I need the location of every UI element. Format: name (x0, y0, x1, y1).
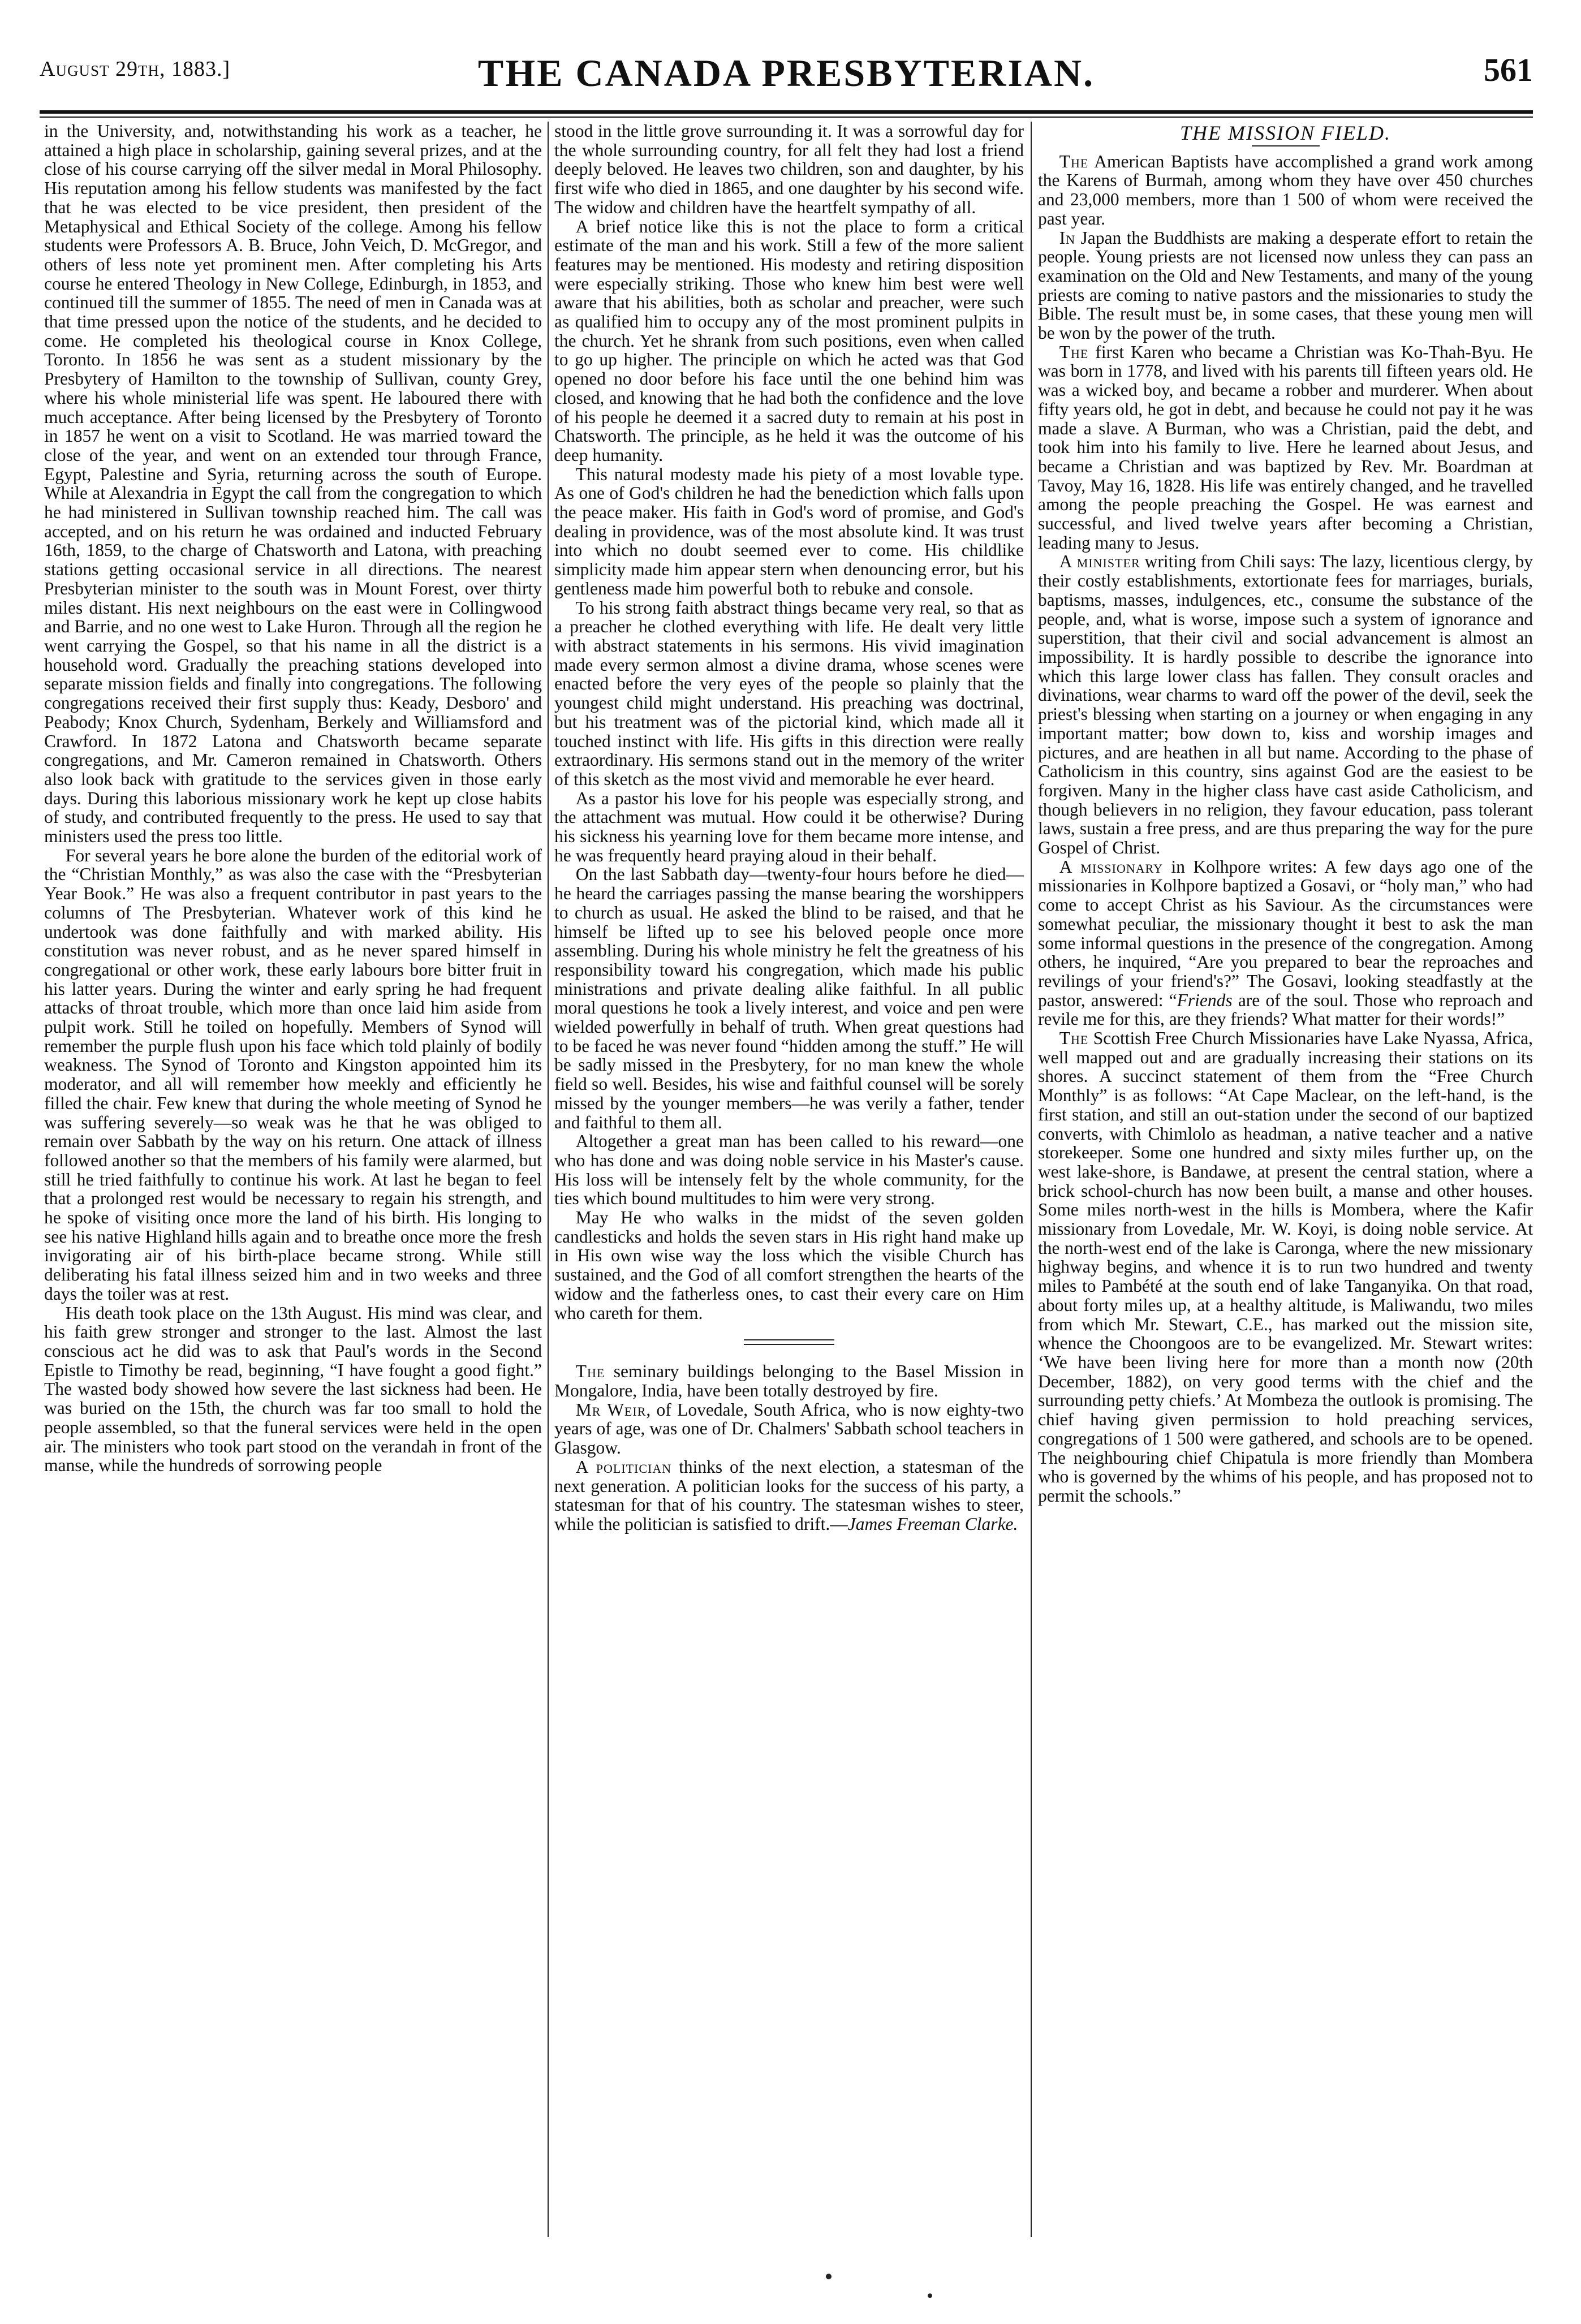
news-item-text: thinks of the next election, a statesman of the next generation. A politician looks for the success of his party, a statesman for that of his country. The statesman wishes to steer, while the politician is satisfied to drift.— (554, 1456, 1024, 1534)
news-item-text: Japan the Buddhists are making a desperate effort to retain the people. Young priests are not licensed now unless they can pass an examination on the Old and New Testaments, and many of the young priests are coming to native pastors and the missionaries to study the Bible. The result must be, in some cases, that these young men will be won by the power of the truth. (1038, 227, 1533, 343)
lead-word: The (1059, 151, 1089, 171)
lead-word: A minister (1059, 551, 1140, 572)
page-number: 561 (1484, 51, 1533, 88)
lead-word: A missionary (1059, 856, 1163, 877)
paragraph: Altogether a great man has been called to his reward—one who has done and was doing noble service in his Master's cause. His loss will be intensely felt by the whole community, for the ties which bound multitudes to him were very strong. (554, 1131, 1024, 1209)
column-obituary-continued (44, 122, 542, 2237)
lead-word: A politician (575, 1456, 672, 1477)
paragraph: On the last Sabbath day—twenty-four hours before he died—he heard the carriages passing the manse bearing the worshippers to church as usual. He asked the blind to be raised, and that he himself be lifted up to see his beloved people once more assembling. During his whole ministry he felt the greatness of his responsibility toward his congregation, which made his public ministrations and private dealing alike faithful. In all public moral questions he took a lively interest, and voice and pen were wielded powerfully in behalf of truth. When great questions had to be faced he was never found “hidden among the stuff.” He will be sadly missed in the Presbytery, for no man knew the whole field so well. Besides, his wise and faithful counsel will be sorely missed by the younger members—he was verily a father, tender and faithful to them all. (554, 864, 1024, 1132)
ink-speck (928, 2293, 932, 2298)
news-item (554, 1362, 1024, 1400)
column-mission-field (1038, 122, 1533, 2237)
news-item-text: are of the soul. Those who reproach and revile me for this, are they friends? What matter for their words!” (1038, 990, 1533, 1029)
news-item (1038, 1029, 1533, 1506)
lead-word: The (1059, 1028, 1089, 1049)
news-item-text: writing from Chili says: The lazy, licentious clergy, by their costly establishments, extortionate fees for marriages, burials, baptisms, masses, indulgences, etc., consume the substance of the people, and, what is worse, impose such a system of ignorance and superstition, that their civil and social advancement is almost an impossibility. It is hardly possible to describe the ignorance into which this large lower class has fallen. They consult oracles and divinations, wear charms to ward off the power of the devil, seek the priest's blessing when starting on a journey or when engaging in any important matter; bow down to, kiss and worship images and pictures, and are heathen in all but name. According to the phase of Catholicism in this country, sins against God are the easiest to be forgiven. Many in the higher class have cast aside Catholicism, and though believers in no religion, they favour education, pass tolerant laws, sustain a free press, and are thus preparing the way for the pure Gospel of Christ. (1038, 551, 1533, 858)
issue-date: August 29th, 1883.] (40, 57, 231, 81)
section-divider (744, 1339, 834, 1340)
paragraph: To his strong faith abstract things became very real, so that as a preacher he clothed everything with life. He dealt very little with abstract statements in his sermons. His vivid imagination made every sermon almost a divine drama, whose scenes were enacted before the very eyes of the people so plainly that the youngest child might understand. His preaching was doctrinal, but his treatment was of the pictorial kind, which made all it touched instinct with life. His gifts in this direction were really extraordinary. His sermons stand out in the memory of the writer of this sketch as the most vivid and memorable he ever heard. (554, 597, 1024, 789)
masthead (40, 51, 1533, 113)
news-item-text: , of Lovedale, South Africa, who is now eighty-two years of age, was one of Dr. Chalmers' Sabbath school teachers in Glasgow. (554, 1399, 1024, 1458)
heading-rule (1252, 145, 1320, 146)
news-item (1038, 343, 1533, 553)
paragraph: This natural modesty made his piety of a most lovable type. As one of God's children he had the benediction which falls upon the peace maker. His faith in God's word of promise, and God's dealing in providence, was of the most absolute kind. It was trust into which no doubt seemed ever to come. His childlike simplicity made him appear stern when denouncing error, but his gentleness made him powerful both to rebuke and console. (554, 464, 1024, 598)
paragraph: His death took place on the 13th August. His mind was clear, and his faith grew stronger and stronger to the last. Almost the last conscious act he did was to ask that Paul's words in the Second Epistle to Timothy be read, beginning, “I have fought a good fight.” The wasted body showed how severe the last sickness had been. He was buried on the 15th, the church was far too small to hold the people assembled, so that the funeral services were held in the open air. The ministers who took part stood on the verandah in front of the manse, while the hundreds of sorrowing people (44, 1303, 542, 1476)
news-item (1038, 552, 1533, 857)
lead-word: In (1059, 227, 1076, 248)
section-divider (744, 1344, 834, 1345)
column-obituary-conclusion (554, 122, 1024, 2237)
masthead-rule (40, 110, 1533, 114)
news-item (1038, 152, 1533, 228)
news-item (554, 1458, 1024, 1534)
news-item (554, 1400, 1024, 1458)
column-divider (548, 122, 549, 2237)
section-heading: THE MISSION FIELD. (1180, 122, 1391, 144)
news-item-text: first Karen who became a Christian was Ko-Thah-Byu. He was born in 1778, and lived with his parents till fifteen years old. He was a wicked boy, and became a robber and murderer. When about fifty years old, he got in debt, and because he could not pay it he was made a slave. A Burman, who was a Christian, paid the debt, and took him into his family to live. Here he learned about Jesus, and became a Christian and was baptized by Rev. Mr. Boardman at Tavoy, May 16, 1828. His life was entirely changed, and he travelled among the people preaching the Gospel. He was earnest and successful, and lived twelve years after becoming a Christian, leading many to Jesus. (1038, 342, 1533, 553)
paragraph: stood in the little grove surrounding it. It was a sorrowful day for the whole surrounding country, for all felt they had lost a friend deeply beloved. He leaves two children, son and daughter, by his first wife who died in 1865, and one daughter by his second wife. The widow and children have the heartfelt sympathy of all. (554, 122, 1024, 217)
news-item-text: in Kolhpore writes: A few days ago one of the missionaries in Kolhpore baptized a Gosavi, or “holy man,” who had come to accept Christ as his Saviour. As the circumstances were somewhat peculiar, the missionary thought it best to ask the man some informal questions in the presence of the congregation. Among others, he inquired, “Are you prepared to bear the reproaches and revilings of your friend's?” The Gosavi, looking steadfastly at the pastor, answered: “ (1038, 856, 1533, 1010)
news-item-text: Scottish Free Church Missionaries have Lake Nyassa, Africa, well mapped out and are gradually increasing their stations on its shores. A succinct statement of them from the “Free Church Monthly” is as follows: “At Cape Maclear, on the left-hand, is the first station, and still an out-station under the second of our baptized converts, with Chimlolo as headman, a native teacher and a native storekeeper. Some one hundred and sixty miles further up, on the west lake-shore, is Bandawe, at present the central station, where a brick school-church has now been built, a manse and other houses. Some miles north-west in the hills is Mombera, where the Kafir missionary from Lovedale, Mr. W. Koyi, is doing noble service. At the north-west end of the lake is Caronga, where the new missionary highway begins, and whence it is to run two hundred and twenty miles to Pambété at the south end of lake Tanganyika. On that road, about forty miles up, at a healthy altitude, is Maliwandu, two miles from which Mr. Stewart, C.E., has marked out the mission site, whence the Choongoos are to be evangelized. Mr. Stewart writes: ‘We have been living here for more than a month now (20th December, 1882), on very good terms with the chief and the surrounding petty chiefs.’ At Mombeza the outlook is promising. The chief having given permission to hold preaching services, congregations of 1 500 were gathered, and schools are to be opened. The neighbouring chief Chipatula is more friendly than Mombera who is governed by the whims of his people, and has proposed not to permit the schools.” (1038, 1028, 1533, 1506)
ink-speck (826, 2274, 832, 2279)
lead-word: The (1059, 342, 1089, 362)
lead-word: The (575, 1361, 605, 1382)
paragraph: As a pastor his love for his people was especially strong, and the attachment was mutual. How could it be otherwise? During his sickness his yearning love for them became more intense, and he was frequently heard praying aloud in their behalf. (554, 788, 1024, 865)
paragraph: in the University, and, notwithstanding his work as a teacher, he attained a high place in scholarship, gaining several prizes, and at the close of his course carrying off the silver medal in Moral Philosophy. His reputation among his fellow students was manifested by the fact that he was elected to be vice president, then president of the Metaphysical and Ethical Society of the college. Among his fellow students were Professors A. B. Bruce, John Veich, D. McGregor, and others of less note yet prominent men. After completing his Arts course he entered Theology in New College, Edinburgh, in 1853, and continued till the summer of 1855. The need of men in Canada was at that time pressed upon the notice of the students, and he decided to come. He completed his theological course in Knox College, Toronto. In 1856 he was sent as a student missionary by the Presbytery of Hamilton to the township of Sullivan, county Grey, where his whole ministerial life was spent. He laboured there with much acceptance. After being licensed by the Presbytery of Toronto in 1857 he went on a visit to Scotland. He was married toward the close of the year, and went on an extended tour through France, Egypt, Palestine and Syria, returning across the south of Europe. While at Alexandria in Egypt the call from the congregation to which he had ministered in Sullivan township reached him. The call was accepted, and on his return he was ordained and inducted February 16th, 1859, to the charge of Chatsworth and Latona, with preaching stations getting occasional service in all directions. The nearest Presbyterian minister to the south was in Mount Forest, over thirty miles distant. His next neighbours on the east were in Collingwood and Barrie, and no one west to Lake Huron. Through all the region he went carrying the Gospel, so that his name in all the district is a household word. Gradually the preaching stations developed into separate mission fields and finally into congregations. The following congregations received their first supply thus: Keady, Desboro' and Peabody; Knox Church, Sydenham, Berkely and Williamsford and Crawford. In 1872 Latona and Chatsworth became separate congregations, and Mr. Cameron remained in Chatsworth. Others also look back with gratitude to the services given in those early days. During this laborious missionary work he kept up close habits of study, and contributed frequently to the press. He used to say that ministers used the press too little. (44, 122, 542, 847)
masthead-rule-thin (40, 117, 1533, 118)
paragraph: A brief notice like this is not the place to form a critical estimate of the man and his work. Still a few of the more salient features may be mentioned. His modesty and retiring disposition were especially striking. Those who knew him best were well aware that his abilities, both as scholar and preacher, were such as qualified him to occupy any of the most prominent pulpits in the church. Yet he shrank from such positions, even when called to go up higher. The principle on which he acted was that God opened no door before his face until the one behind him was closed, and knowing that he had both the confidence and the love of his people he deemed it a sacred duty to remain at his post in Chatsworth. The principle, as he held it was the outcome of his deep humanity. (554, 216, 1024, 465)
quote-attribution: James Freeman Clarke. (847, 1514, 1018, 1534)
paragraph: May He who walks in the midst of the seven golden candlesticks and holds the seven stars in His right hand make up in His own wise way the loss which the visible Church has sustained, and the God of all comfort strengthen the hearts of the widow and the fatherless ones, to cast their every care on Him who careth for them. (554, 1208, 1024, 1323)
newspaper-title: THE CANADA PRESBYTERIAN. (477, 51, 1095, 94)
news-item (1038, 857, 1533, 1029)
paragraph: For several years he bore alone the burden of the editorial work of the “Christian Monthly,” as was also the case with the “Presbyterian Year Book.” He was also a frequent contributor in past years to the columns of The Presbyterian. Whatever work of this kind he undertook was done faithfully and with marked ability. His constitution was never robust, and as he never spared himself in congregational or other work, these early labours bore bitter fruit in his latter years. During the winter and early spring he had frequent attacks of throat trouble, which more than once laid him aside from pulpit work. Still he toiled on hopefully. Members of Synod will remember the purple flush upon his face which told plainly of bodily weakness. The Synod of Toronto and Kingston appointed him its moderator, and all will remember how meekly and efficiently he filled the chair. Few knew that during the whole meeting of Synod he was suffering severely—so weak was he that he was obliged to remain over Sabbath by the way on his return. One attack of illness followed another so that the members of his family were alarmed, but still he tried faithfully to continue his work. At last he began to feel that a prolonged rest would be necessary to regain his strength, and he spoke of visiting once more the land of his birth. His longing to see his native Highland hills again and to breathe once more the fresh invigorating air of his birth-place became strong. While still deliberating his fatal illness seized him and in two weeks and three days the toiler was at rest. (44, 845, 542, 1304)
news-item-text: seminary buildings belonging to the Basel Mission in Mongalore, India, have been totally destroyed by fire. (554, 1361, 1024, 1400)
news-item (1038, 228, 1533, 343)
lead-word: Mr Weir (575, 1399, 647, 1420)
emphasis: Friends (1177, 990, 1233, 1010)
news-item-text: American Baptists have accomplished a grand work among the Karens of Burmah, among whom they have over 450 churches and 23,000 members, more than 1 500 of whom were received the past year. (1038, 151, 1533, 228)
column-divider (1031, 122, 1032, 2237)
